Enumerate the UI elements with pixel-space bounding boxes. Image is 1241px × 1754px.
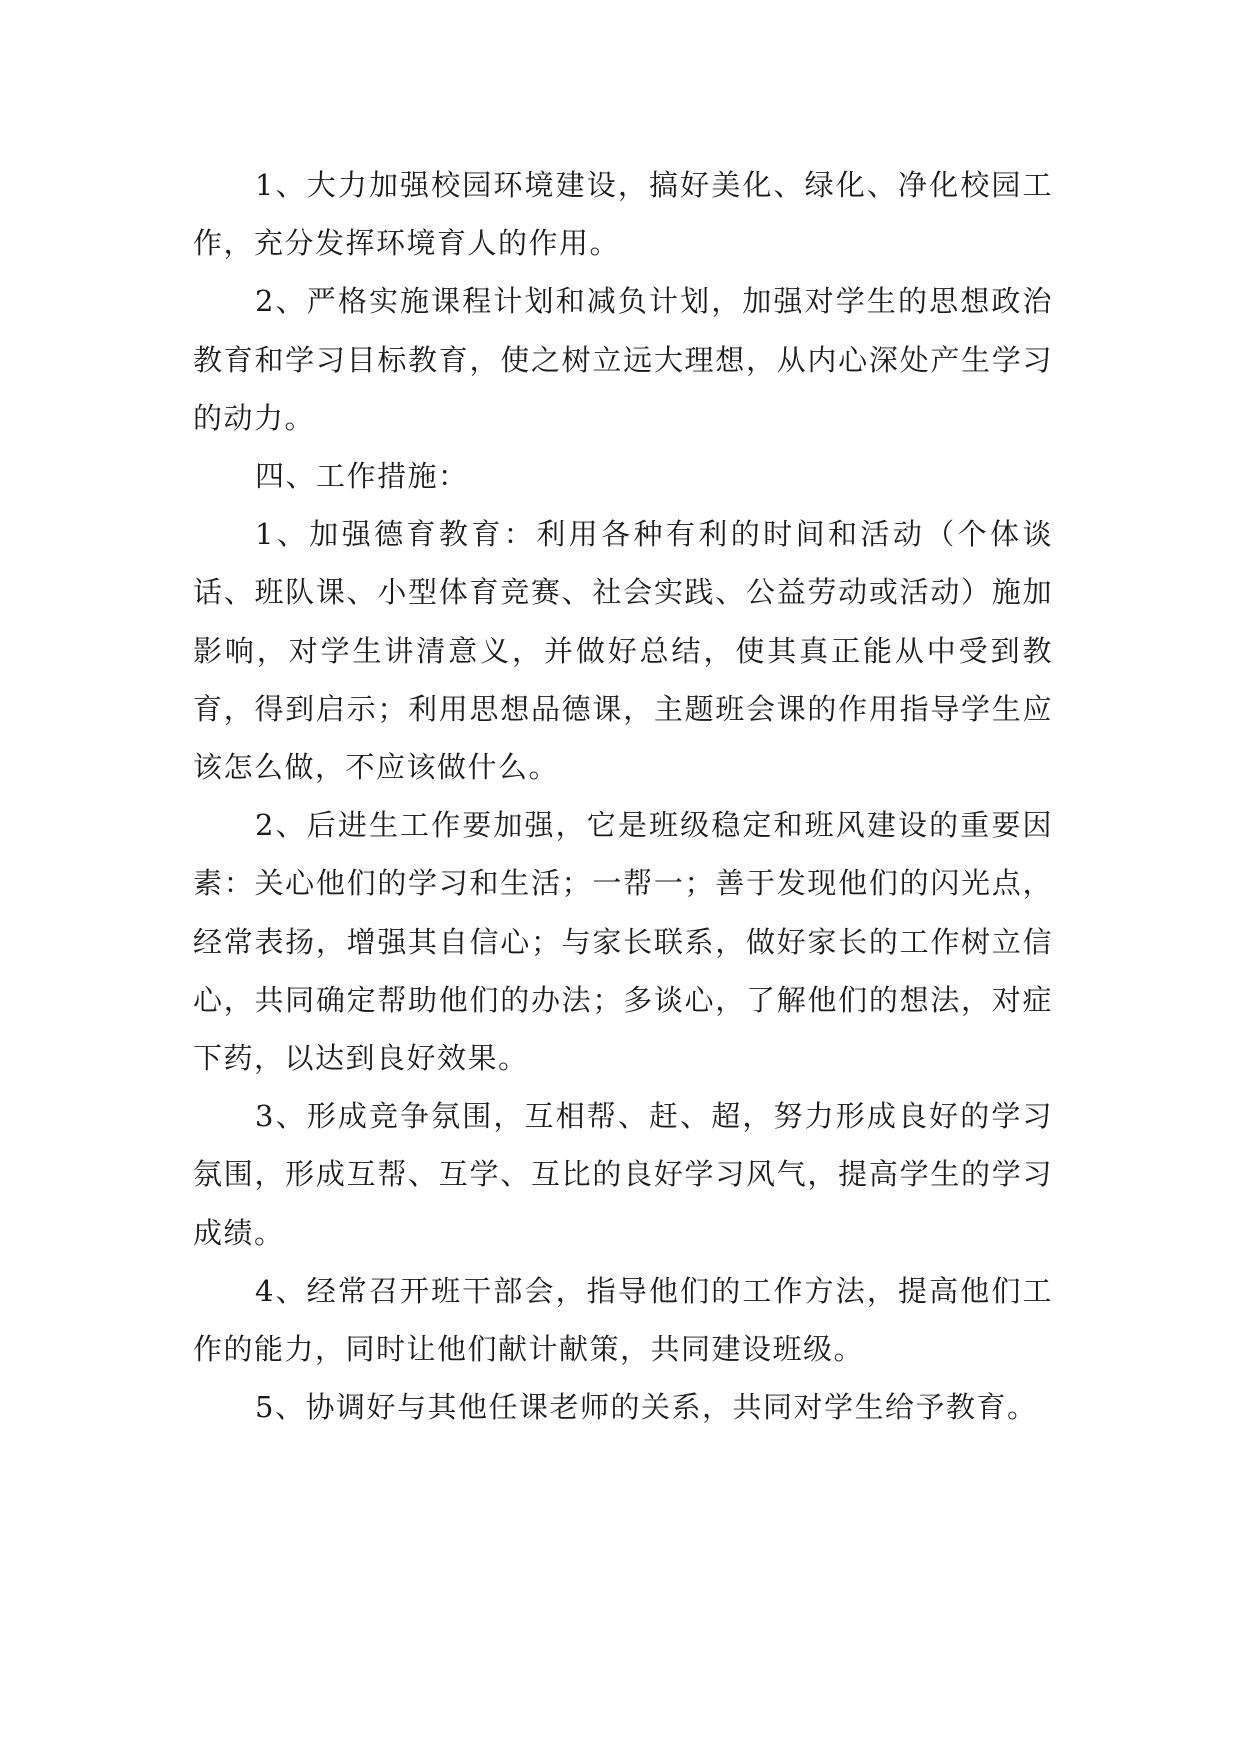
document-body bbox=[193, 156, 1053, 1436]
paragraph-class-cadres: 4、经常召开班干部会，指导他们的工作方法，提高他们工作的能力，同时让他们献计献策，共同建设班级。 bbox=[193, 1273, 1053, 1367]
paragraph-teacher-coordination: 5、协调好与其他任课老师的关系，共同对学生给予教育。 bbox=[255, 1390, 1038, 1425]
paragraph-competition: 3、形成竞争氛围，互相帮、赶、超，努力形成良好的学习氛围，形成互帮、互学、互比的良好学习风气，提高学生的学习成绩。 bbox=[193, 1099, 1053, 1250]
paragraph-curriculum: 2、严格实施课程计划和减负计划，加强对学生的思想政治教育和学习目标教育，使之树立远大理想，从内心深处产生学习的动力。 bbox=[193, 284, 1053, 435]
section-heading-measures: 四、工作措施： bbox=[255, 459, 469, 494]
paragraph-environment: 1、大力加强校园环境建设，搞好美化、绿化、净化校园工作，充分发挥环境育人的作用。 bbox=[193, 168, 1053, 261]
paragraph-underachievers: 2、后进生工作要加强，它是班级稳定和班风建设的重要因素：关心他们的学习和生活；一帮一；善于发现他们的闪光点，经常表扬，增强其自信心；与家长联系，做好家长的工作树立信心，共同确定帮助他们的办法；多谈心，了解他们的想法，对症下药，以达到良好效果。 bbox=[193, 808, 1053, 1076]
paragraph-moral-education: 1、加强德育教育：利用各种有利的时间和活动（个体谈话、班队课、小型体育竞赛、社会实践、公益劳动或活动）施加影响，对学生讲清意义，并做好总结，使其真正能从中受到教育，得到启示；利用思想品德课，主题班会课的作用指导学生应该怎么做，不应该做什么。 bbox=[193, 517, 1053, 785]
